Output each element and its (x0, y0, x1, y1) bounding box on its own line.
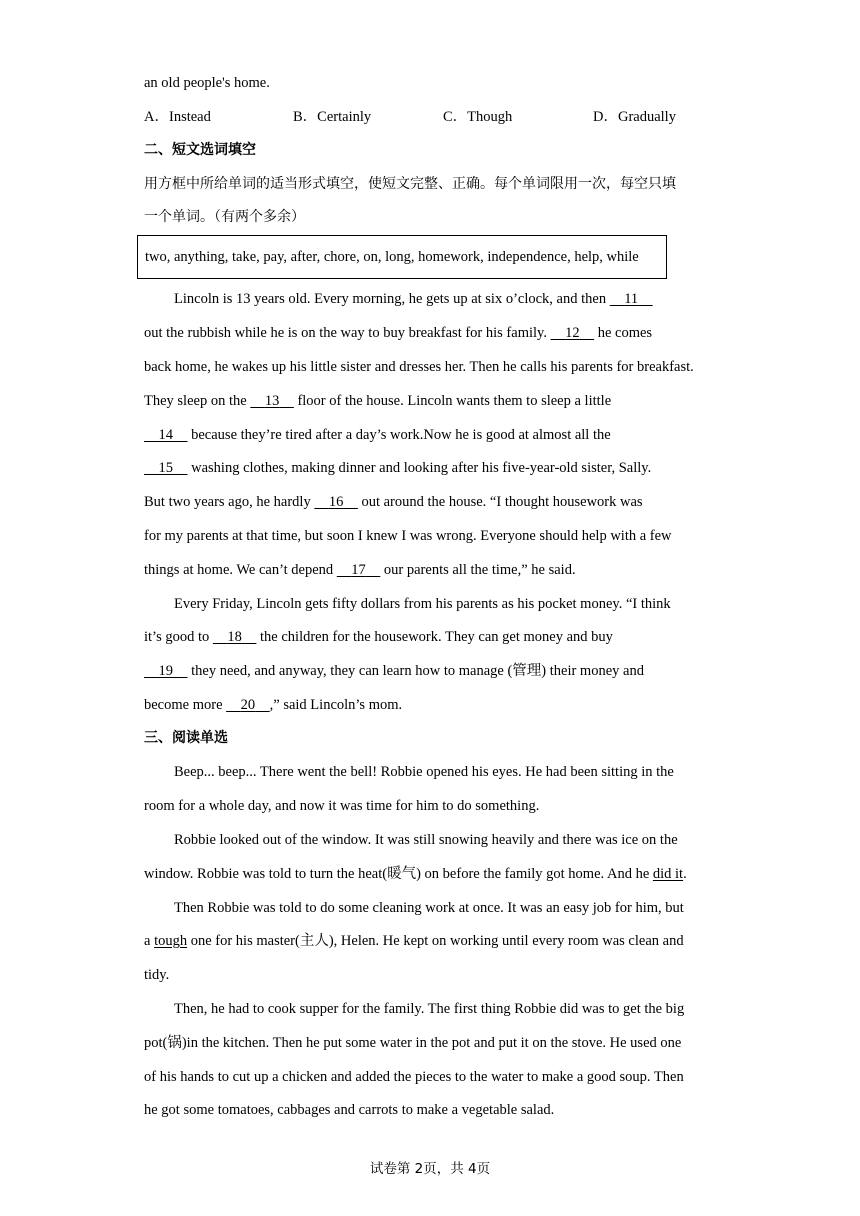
blank-19[interactable]: 19 (158, 663, 173, 679)
section3-heading: 三、阅读单选 (144, 730, 228, 746)
passage-line: things at home. We can’t depend 17 our parents all the time,” he said. (144, 562, 576, 578)
passage-line: 15 washing clothes, making dinner and looking after his five-year-old sister, Sally. (144, 459, 651, 477)
reading-line: of his hands to cut up a chicken and added the pieces to the water to make a good soup. Then (144, 1069, 684, 1085)
passage-line: for my parents at that time, but soon I knew I was wrong. Everyone should help with a few (144, 528, 672, 544)
reading-line: Beep... beep... There went the bell! Robbie opened his eyes. He had been sitting in the (174, 764, 674, 780)
reading-line: Then Robbie was told to do some cleaning work at once. It was an easy job for him, but (174, 900, 684, 916)
passage-line: out the rubbish while he is on the way to buy breakfast for his family. 12 he comes (144, 325, 653, 341)
reading-line: room for a whole day, and now it was time for him to do something. (144, 798, 540, 814)
blank-16[interactable]: 16 (328, 494, 344, 510)
word-bank-text: two, anything, take, pay, after, chore, on, long, homework, independence, help, while (145, 248, 639, 265)
blank-18[interactable]: 18 (227, 629, 242, 645)
section2-instruction-line1: 用方框中所给单词的适当形式填空，使短文完整、正确。每个单词限用一次，每空只填 (144, 176, 676, 192)
option-c: C．Though (443, 109, 513, 125)
blank-11[interactable]: 11 (624, 291, 639, 307)
passage-line: Lincoln is 13 years old. Every morning, he gets up at six o’clock, and then 11 (174, 290, 653, 308)
reading-line: Then, he had to cook supper for the family. The first thing Robbie did was to get the big (174, 1001, 685, 1017)
reading-line: a tough one for his master(主人), Helen. He kept on working until every room was clean and (144, 933, 684, 949)
blank-14[interactable]: 14 (158, 427, 173, 443)
blank-13[interactable]: 13 (264, 393, 280, 409)
reading-line: window. Robbie was told to turn the heat(暖气) on before the family got home. And he did it. (144, 866, 687, 882)
underlined-phrase-did-it: did it (652, 866, 684, 882)
option-b: B．Certainly (293, 109, 372, 125)
section2-instruction-line2: 一个单词。（有两个多余） (144, 209, 305, 225)
passage-line: Every Friday, Lincoln gets fifty dollars from his parents as his pocket money. “I think (174, 596, 671, 612)
reading-line: Robbie looked out of the window. It was still snowing heavily and there was ice on the (174, 832, 678, 848)
passage-line: it’s good to 18 the children for the housework. They can get money and buy (144, 629, 613, 645)
q10-stem-tail: an old people's home. (144, 75, 270, 91)
word-bank-box (137, 235, 667, 279)
passage-line: 14 because they’re tired after a day’s work.Now he is good at almost all the (144, 426, 611, 444)
reading-line: pot(锅)in the kitchen. Then he put some water in the pot and put it on the stove. He used one (144, 1035, 682, 1051)
passage-line: back home, he wakes up his little sister and dresses her. Then he calls his parents for breakfast. (144, 359, 694, 375)
blank-20[interactable]: 20 (240, 697, 256, 713)
blank-17[interactable]: 17 (351, 562, 366, 578)
reading-line: he got some tomatoes, cabbages and carrots to make a vegetable salad. (144, 1102, 555, 1118)
page-footer: 试卷第 2页，共 4页 (369, 1161, 491, 1177)
underlined-word-tough: tough (154, 933, 188, 949)
blank-12[interactable]: 12 (565, 325, 580, 341)
blank-15[interactable]: 15 (158, 460, 173, 476)
passage-line: 19 they need, and anyway, they can learn how to manage (管理) their money and (144, 662, 644, 680)
passage-line: But two years ago, he hardly 16 out around the house. “I thought housework was (144, 494, 643, 510)
option-d: D．Gradually (593, 109, 676, 125)
reading-line: tidy. (144, 967, 170, 983)
passage-line: They sleep on the 13 floor of the house. Lincoln wants them to sleep a little (144, 393, 612, 409)
passage-line: become more 20 ,” said Lincoln’s mom. (144, 697, 403, 713)
option-a: A．Instead (144, 109, 211, 125)
section2-heading: 二、短文选词填空 (144, 142, 256, 158)
